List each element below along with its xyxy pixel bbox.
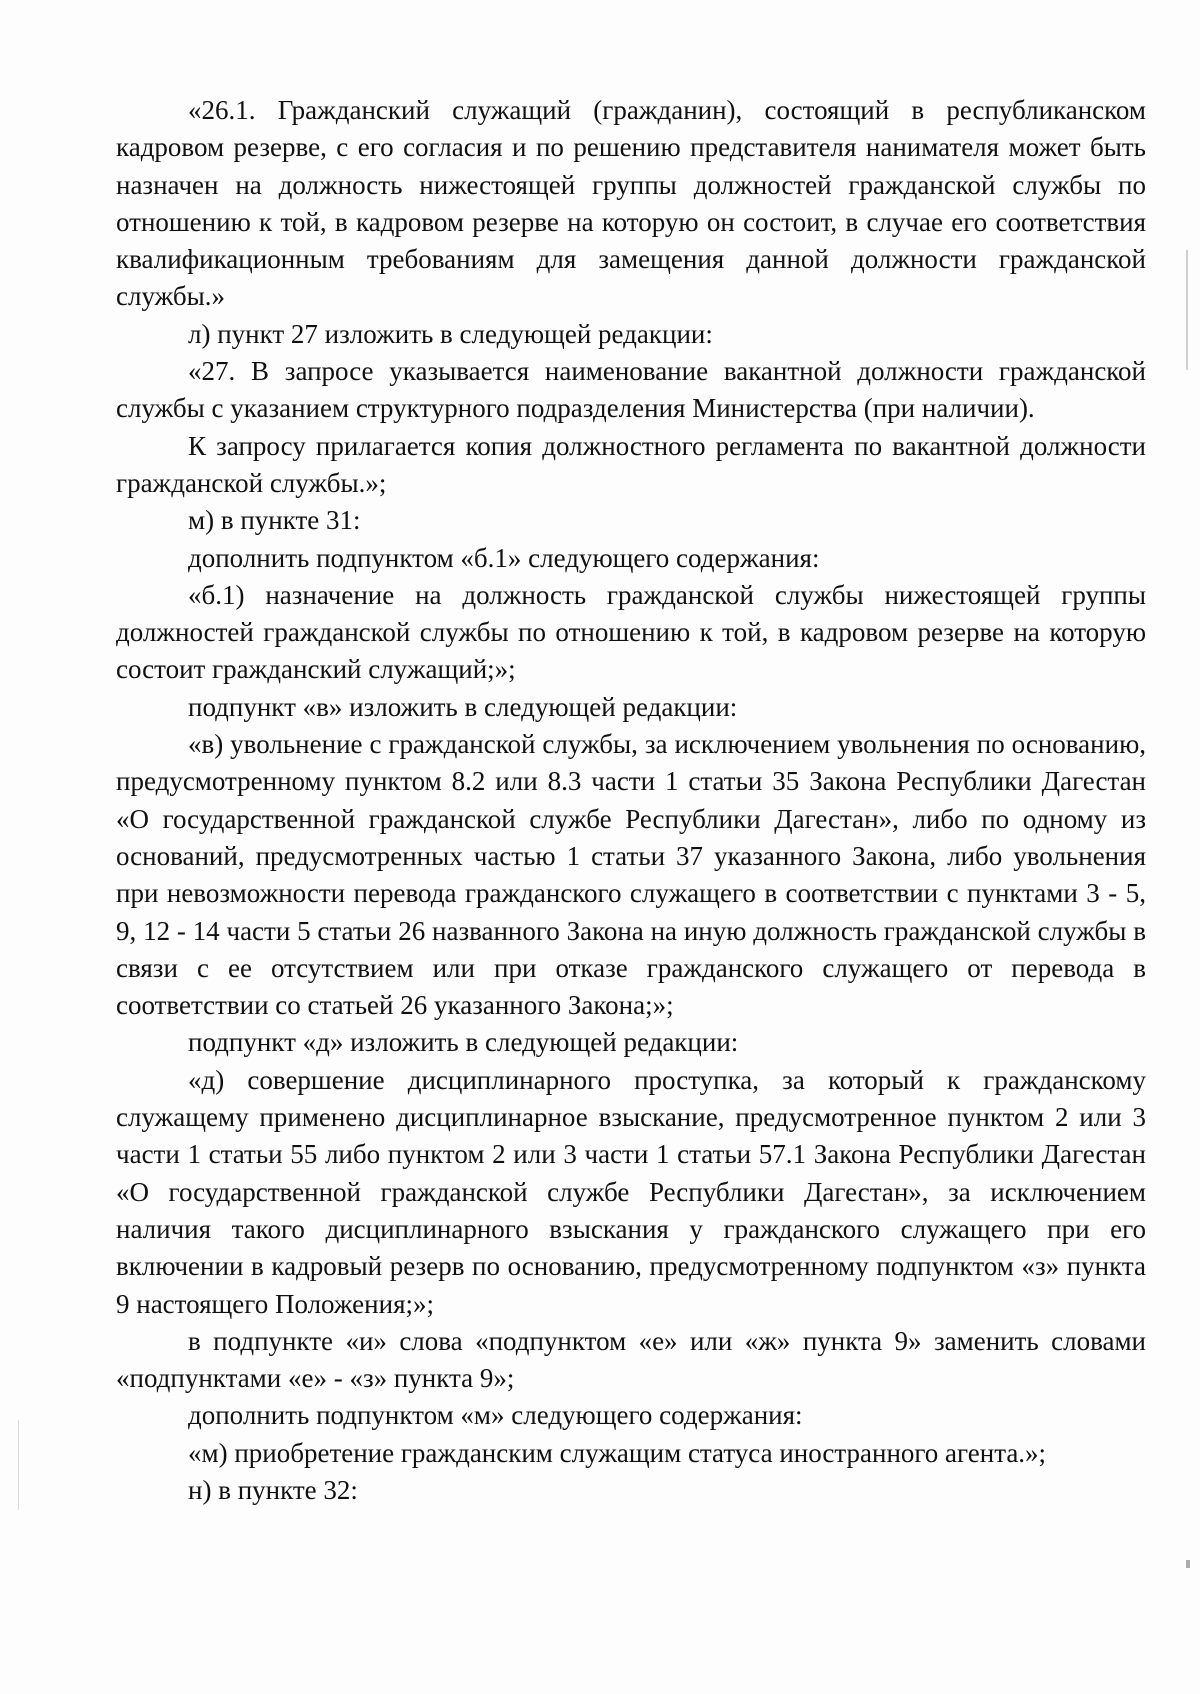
- paragraph-item-m: м) в пункте 31:: [188, 505, 361, 536]
- paragraph-item-n: н) в пункте 32:: [188, 1474, 358, 1505]
- paragraph-subitem-i: в подпункте «и» слова «подпунктом «е» или «ж» пункта 9» заменить словами «подпунктами «е» - «з» пункта 9»;: [116, 1325, 1146, 1394]
- paragraph-subitem-d: «д) совершение дисциплинарного проступка, за который к гражданскому служащему применено дисциплинарное взыскание, предусмотренное пунктом 2 или 3 части 1 статьи 55 либо пунктом 2 или 3 части 1 статьи 57.1 Закона Республики Дагестан «О государственной гражданской службе Республики Дагестан», за исключением наличия такого дисциплинарного взыскания у гражданского служащего при его включении в кадровый резерв по основанию, предусмотренному подпунктом «з» пункта 9 настоящего Положения;»;: [116, 1064, 1146, 1319]
- paragraph-add-b1: дополнить подпунктом «б.1» следующего содержания:: [188, 542, 820, 573]
- scan-edge-mark: [1186, 1560, 1190, 1568]
- scan-edge-mark: [1186, 250, 1188, 370]
- paragraph-26-1: «26.1. Гражданский служащий (гражданин), состоящий в республиканском кадровом резерве, с его согласия и по решению представителя нанимателя может быть назначен на должность нижестоящей группы должностей гражданской службы по отношению к той, в кадровом резерве на которую он состоит, в случае его соответствия квалификационным требованиям для замещения данной должности гражданской службы.»: [116, 95, 1146, 312]
- paragraph-item-l: л) пункт 27 изложить в следующей редакции:: [188, 318, 713, 349]
- document-body: [116, 92, 1146, 1509]
- paragraph-add-m-heading: дополнить подпунктом «м» следующего содержания:: [188, 1400, 803, 1431]
- scan-edge-mark: [18, 1420, 19, 1510]
- paragraph-subitem-m: «м) приобретение гражданским служащим статуса иностранного агента.»;: [188, 1437, 1047, 1468]
- paragraph-subitem-v-heading: подпункт «в» изложить в следующей редакции:: [188, 691, 738, 722]
- paragraph-b1: «б.1) назначение на должность гражданской службы нижестоящей группы должностей гражданской службы по отношению к той, в кадровом резерве на которую состоит гражданский служащий;»;: [116, 579, 1146, 685]
- paragraph-27: «27. В запросе указывается наименование вакантной должности гражданской службы с указанием структурного подразделения Министерства (при наличии).: [116, 356, 1146, 424]
- paragraph-subitem-v: «в) увольнение с гражданской службы, за исключением увольнения по основанию, предусмотренному пунктом 8.2 или 8.3 части 1 статьи 35 Закона Республики Дагестан «О государственной гражданской службе Республики Дагестан», либо по одному из оснований, предусмотренных частью 1 статьи 37 указанного Закона, либо увольнения при невозможности перевода гражданского служащего в соответствии с пунктами 3 - 5, 9, 12 - 14 части 5 статьи 26 названного Закона на иную должность гражданской службы в связи с ее отсутствием или при отказе гражданского служащего от перевода в соответствии со статьей 26 указанного Закона;»;: [116, 729, 1146, 1021]
- paragraph-subitem-d-heading: подпункт «д» изложить в следующей редакции:: [188, 1027, 739, 1058]
- paragraph-27-attachment: К запросу прилагается копия должностного регламента по вакантной должности гражданской службы.»;: [116, 430, 1146, 498]
